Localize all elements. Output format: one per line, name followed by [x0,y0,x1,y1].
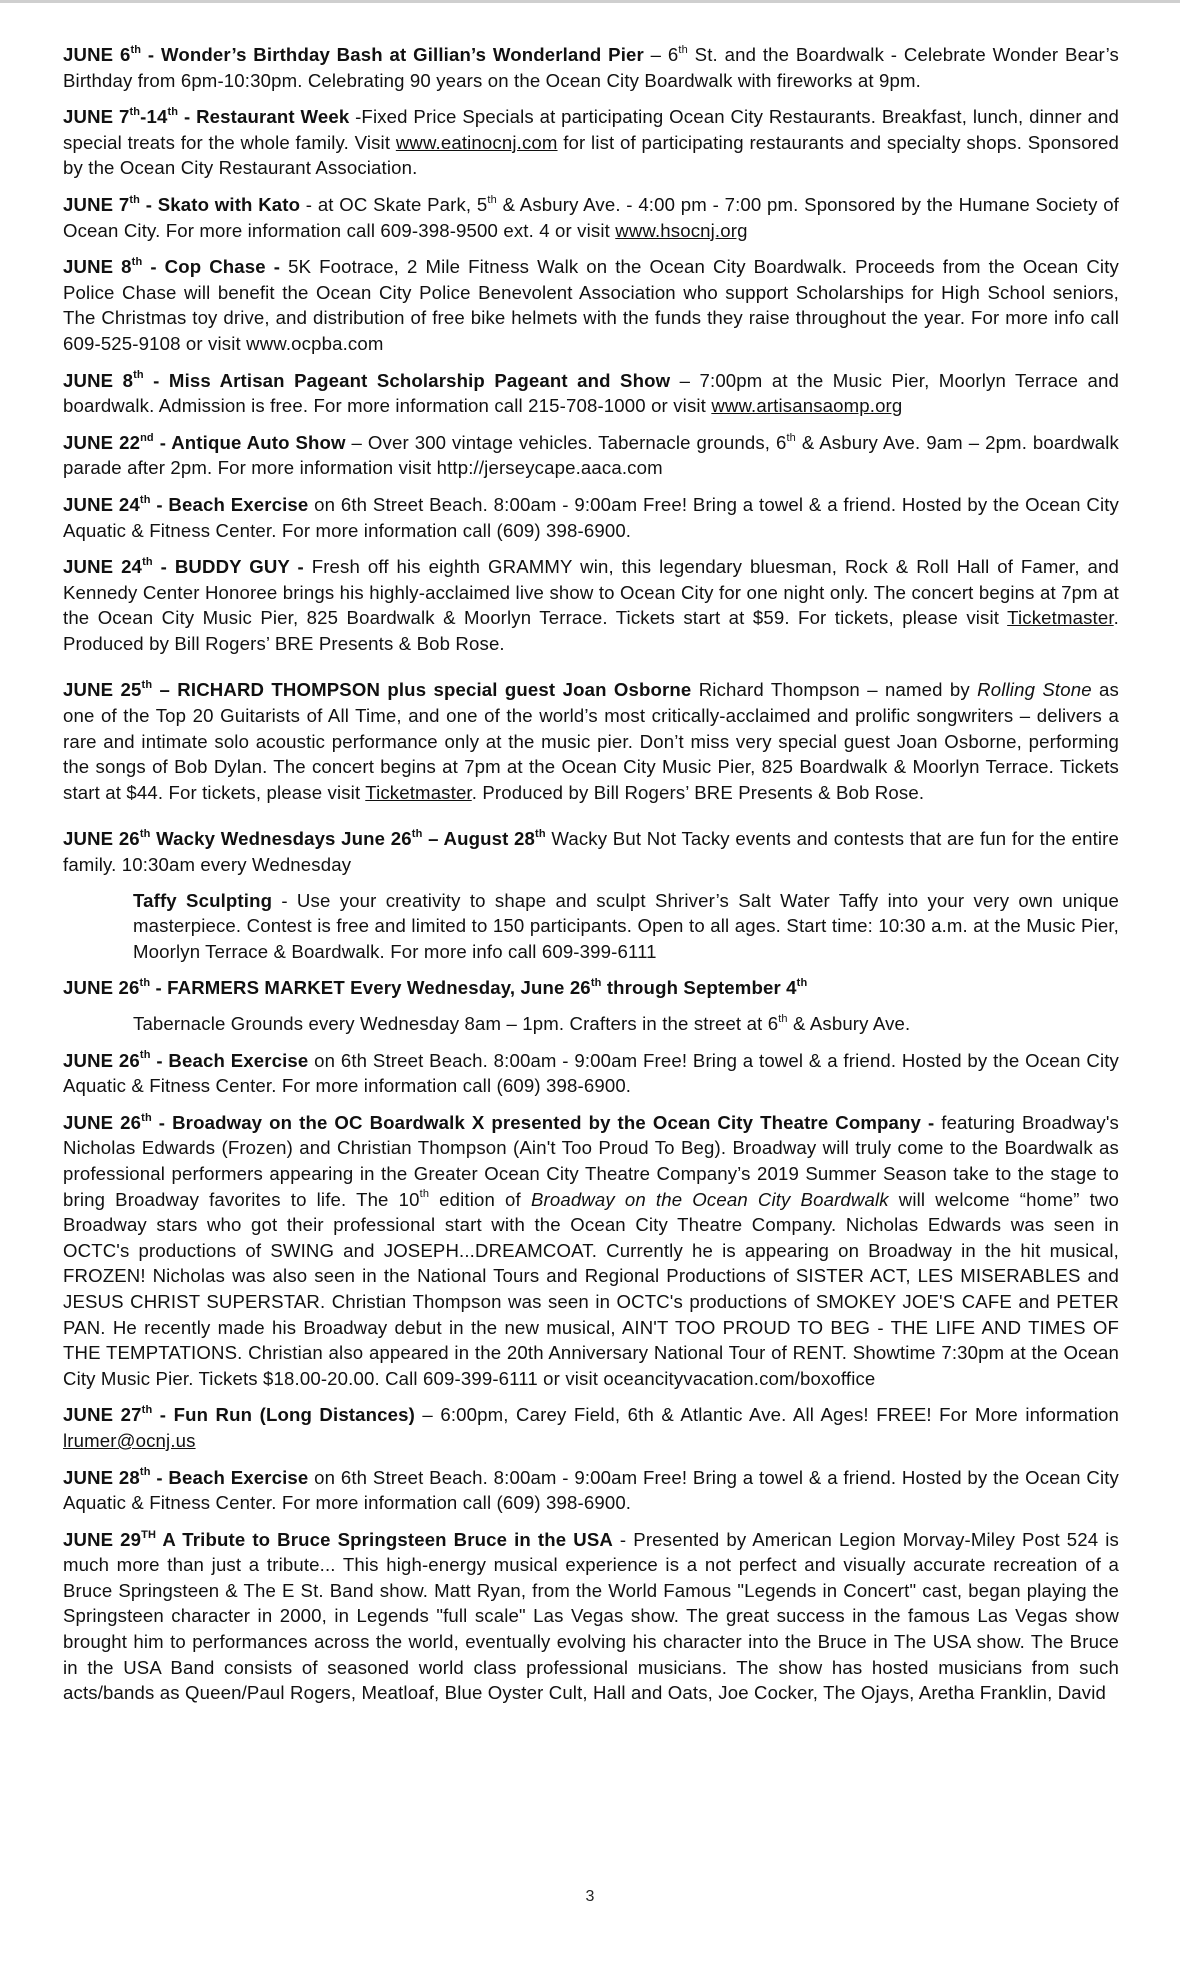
event-june-8-cop-chase: JUNE 8th - Cop Chase - 5K Footrace, 2 Mile Fitness Walk on the Ocean City Boardwalk. Proceeds from the Ocean City Police Chase will benefit the Ocean City Police Benevolent Association who support Scholarships for High School seniors, The Christmas toy drive, and distribution of free bike helmets with the funds they raise throughout the year. For more info call 609-525-9108 or visit www.ocpba.com [63,255,1119,354]
event-june-6-wonder-birthday-bash: JUNE 6th - Wonder’s Birthday Bash at Gillian’s Wonderland Pier – 6th St. and the Boardwalk - Celebrate Wonder Bear’s Birthday from 6pm-10:30pm. Celebrating 90 years on the Ocean City Boardwalk with fireworks at 9pm. [63,43,1119,91]
event-june-22-antique-auto-show: JUNE 22nd - Antique Auto Show – Over 300 vintage vehicles. Tabernacle grounds, 6th & Asbury Ave. 9am – 2pm. boardwalk parade after 2pm. For more information visit http://jerseycape.aaca.com [63,431,1119,479]
event-june-24-buddy-guy: JUNE 24th - BUDDY GUY - Fresh off his eighth GRAMMY win, this legendary bluesman, Rock & Roll Hall of Famer, and Kennedy Center Honoree brings his highly-acclaimed live show to Ocean City for one night only. The concert begins at 7pm at the Ocean City Music Pier, 825 Boardwalk & Moorlyn Terrace. Tickets start at $59. For tickets, please visit Ticketmaster. Produced by Bill Rogers’ BRE Presents & Bob Rose. [63,555,1119,654]
link-artisansaomp[interactable]: www.artisansaomp.org [711,395,903,417]
event-listing [63,42,1119,1717]
link-eatinocnj[interactable]: www.eatinocnj.com [395,131,558,153]
link-ticketmaster[interactable]: Ticketmaster [365,781,472,803]
event-june-29-bruce-springsteen-tribute: JUNE 29TH A Tribute to Bruce Springsteen Bruce in the USA - Presented by American Legion Morvay-Miley Post 524 is much more than just a tribute... This high-energy musical experience is a not perfect and visually accurate recreation of a Bruce Springsteen & The E St. Band show. Matt Ryan, from the World Famous "Legends in Concert" cast, began playing the Springsteen character in 2000, in Legends "full scale" Las Vegas show. The great success in the famous Las Vegas show brought him to performances across the world, eventually evolving his character into the Bruce in The USA show. The Bruce in the USA Band consists of seasoned world class professional musicians. The show has hosted musicians from such acts/bands as Queen/Paul Rogers, Meatloaf, Blue Oyster Cult, Hall and Oats, Joe Cocker, The Ojays, Aretha Franklin, David [63,1528,1119,1704]
event-june-28-beach-exercise: JUNE 28th - Beach Exercise on 6th Street Beach. 8:00am - 9:00am Free! Bring a towel & a friend. Hosted by the Ocean City Aquatic & Fitness Center. For more information call (609) 398-6900. [63,1466,1120,1514]
event-june-27-fun-run: JUNE 27th - Fun Run (Long Distances) – 6:00pm, Carey Field, 6th & Atlantic Ave. All Ages! FREE! For More information lrumer@ocnj.us [63,1404,1119,1451]
event-june-8-miss-artisan-pageant: JUNE 8th - Miss Artisan Pageant Scholarship Pageant and Show – 7:00pm at the Music Pier, Moorlyn Terrace and boardwalk. Admission is free. For more information call 215-708-1000 or visit www.artisansaomp.org [63,369,1119,417]
event-june-26-farmers-market: JUNE 26th - FARMERS MARKET Every Wednesday, June 26th through September 4th Tabernacle Grounds every Wednesday 8am – 1pm. Crafters in the street at 6th & Asbury Ave. [63,977,911,1034]
event-june-7-14-restaurant-week: JUNE 7th-14th - Restaurant Week -Fixed Price Specials at participating Ocean City Restaurants. Breakfast, lunch, dinner and special treats for the whole family. Visit www.eatinocnj.com for list of participating restaurants and specialty shops. Sponsored by the Ocean City Restaurant Association. [63,106,1119,179]
top-border [0,0,1180,3]
event-june-7-skato-with-kato: JUNE 7th - Skato with Kato - at OC Skate Park, 5th & Asbury Ave. - 4:00 pm - 7:00 pm. Sponsored by the Humane Society of Ocean City. For more information call 609-398-9500 ext. 4 or visit www.hsocnj.org [63,193,1120,241]
event-june-26-wacky-wednesdays: JUNE 26th Wacky Wednesdays June 26th – August 28th Wacky But Not Tacky events and contests that are fun for the entire family. 10:30am every Wednesday Taffy Sculpting - Use your creativity to shape and sculpt Shriver’s Salt Water Taffy into your very own unique masterpiece. Contest is free and limited to 150 participants. Open to all ages. Start time: 10:30 a.m. at the Music Pier, Moorlyn Terrace & Boardwalk. For more info call 609-399-6111 [63,828,1119,962]
link-email-lrumer[interactable]: lrumer@ocnj.us [63,1429,196,1451]
event-june-26-beach-exercise: JUNE 26th - Beach Exercise on 6th Street Beach. 8:00am - 9:00am Free! Bring a towel & a friend. Hosted by the Ocean City Aquatic & Fitness Center. For more information call (609) 398-6900. [63,1049,1120,1097]
event-june-25-richard-thompson: JUNE 25th – RICHARD THOMPSON plus special guest Joan Osborne Richard Thompson – named by Rolling Stone as one of the Top 20 Guitarists of All Time, and one of the world’s most critically-acclaimed and prolific songwriters – delivers a rare and intimate solo acoustic performance only at the music pier. Don’t miss very special guest Joan Osborne, performing the songs of Bob Dylan. The concert begins at 7pm at the Ocean City Music Pier, 825 Boardwalk & Moorlyn Terrace. Tickets start at $44. For tickets, please visit Ticketmaster. Produced by Bill Rogers’ BRE Presents & Bob Rose. [63,679,1119,803]
link-ticketmaster[interactable]: Ticketmaster [1007,607,1114,629]
event-june-24-beach-exercise: JUNE 24th - Beach Exercise on 6th Street Beach. 8:00am - 9:00am Free! Bring a towel & a friend. Hosted by the Ocean City Aquatic & Fitness Center. For more information call (609) 398-6900. [63,493,1120,541]
link-hsocnj[interactable]: www.hsocnj.org [615,219,748,241]
page-number: 3 [585,1888,595,1905]
event-june-26-broadway-on-boardwalk: JUNE 26th - Broadway on the OC Boardwalk X presented by the Ocean City Theatre Company - featuring Broadway's Nicholas Edwards (Frozen) and Christian Thompson (Ain't Too Proud To Beg). Broadway will truly come to the Boardwalk as professional performers appearing in the Greater Ocean City Theatre Company’s 2019 Summer Season take to the stage to bring Broadway favorites to life. The 10th edition of Broadway on the Ocean City Boardwalk will welcome “home” two Broadway stars who got their professional start with the Ocean City Theatre Company. Nicholas Edwards was seen in OCTC's productions of SWING and JOSEPH...DREAMCOAT. Currently he is appearing on Broadway in the hit musical, FROZEN! Nicholas was also seen in the National Tours and Regional Productions of SISTER ACT, LES MISERABLES and JESUS CHRIST SUPERSTAR. Christian Thompson was seen in OCTC's productions of SMOKEY JOE'S CAFE and PETER PAN. He recently made his Broadway debut in the new musical, AIN'T TOO PROUD TO BEG - THE LIFE AND TIMES OF THE TEMPTATIONS. Christian also appeared in the 20th Anniversary National Tour of RENT. Showtime 7:30pm at the Ocean City Music Pier. Tickets $18.00-20.00. Call 609-399-6111 or visit oceancityvacation.com/boxoffice [63,1111,1120,1389]
